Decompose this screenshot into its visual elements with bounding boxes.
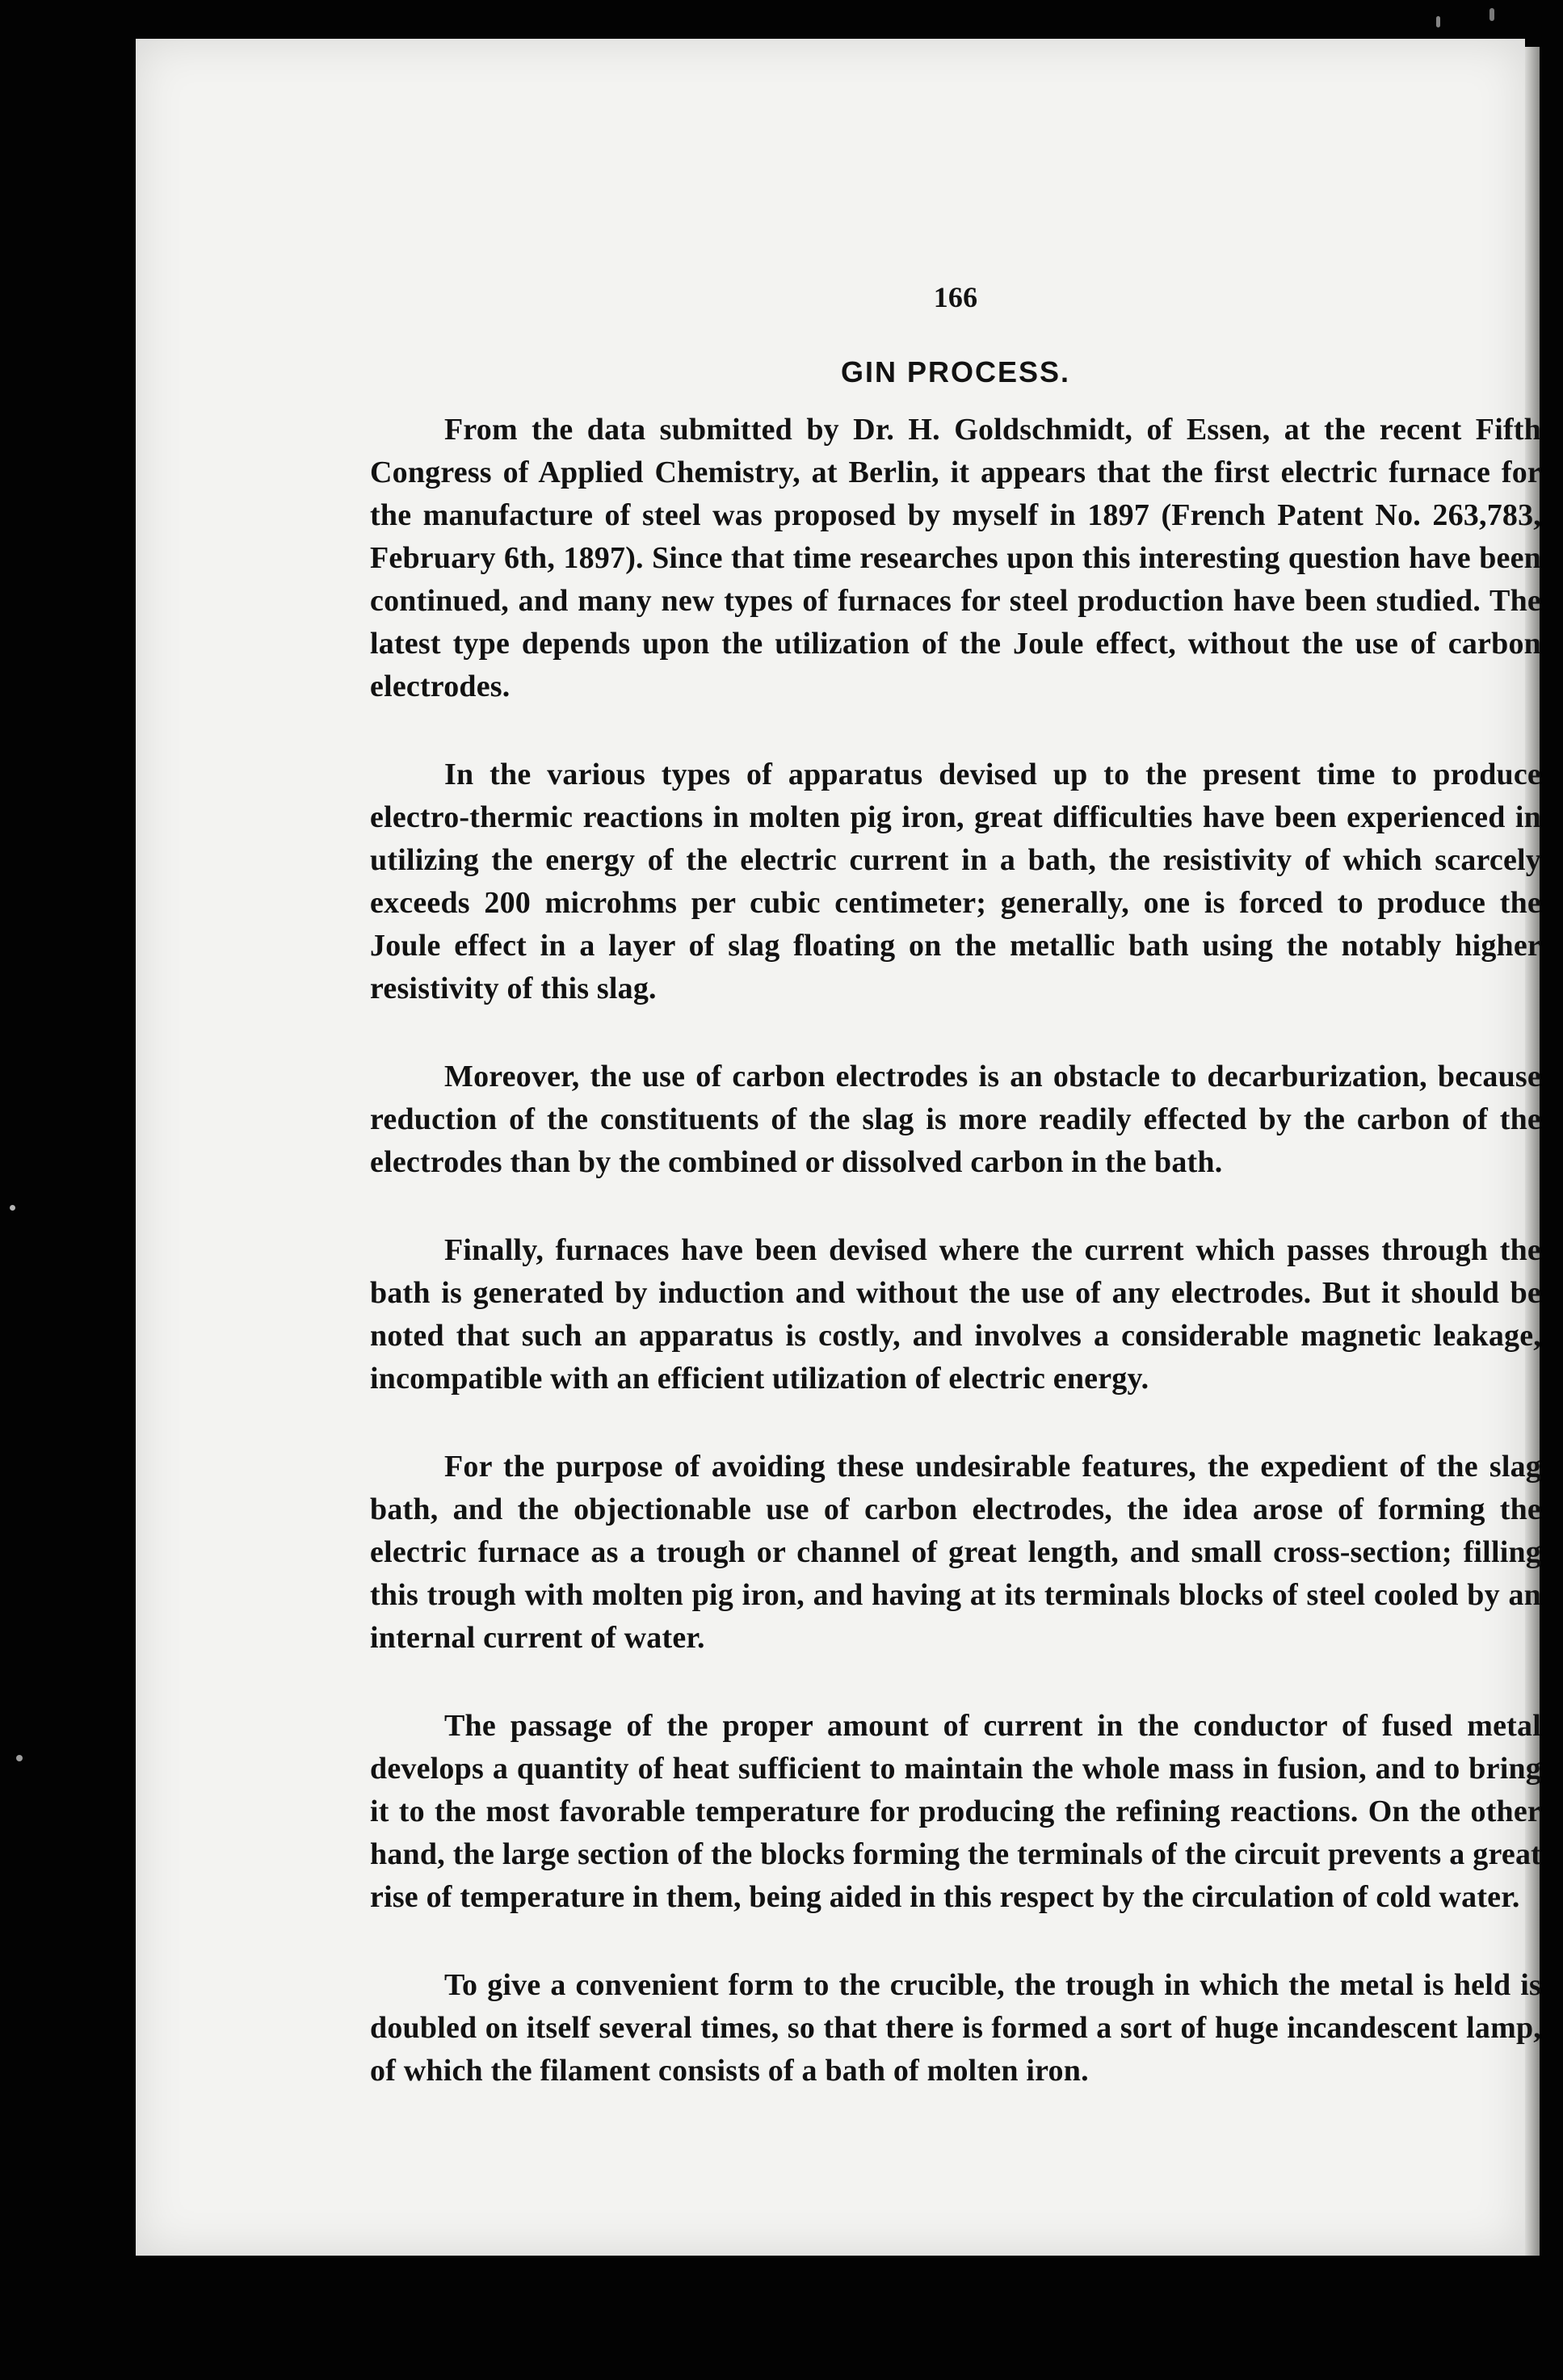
document-page bbox=[136, 39, 1541, 2256]
scan-dust-mark bbox=[10, 1205, 15, 1211]
scan-dust-mark bbox=[1489, 8, 1494, 21]
body-paragraph: From the data submitted by Dr. H. Goldschmidt, of Essen, at the recent Fifth Congress of Applied Chemistry, at Berlin, it appears that the first electric furnace for the manufacture of steel was proposed by myself in 1897 (French Patent No. 263,783, February 6th, 1897). Since that time researches upon this interesting question have been continued, and many new types of furnaces for steel production have been studied. The latest type depends upon the utilization of the Joule effect, without the use of carbon electrodes. bbox=[370, 413, 1541, 703]
body-paragraph: Finally, furnaces have been devised where the current which passes through the bath is generated by induction and without the use of any electrodes. But it should be noted that such an apparatus is costly, and involves a considerable magnetic leakage, incompatible with an efficient utilization of electric energy. bbox=[370, 1233, 1541, 1396]
scan-dust-mark bbox=[1436, 16, 1440, 27]
section-title: GIN PROCESS. bbox=[840, 355, 1071, 388]
body-paragraph: For the purpose of avoiding these undesirable features, the expedient of the slag bath, and the objectionable use of carbon electrodes, the idea arose of forming the electric furnace as a trough or channel of great length, and small cross-section; filling this trough with molten pig iron, and having at its terminals blocks of steel cooled by an internal current of water. bbox=[370, 1450, 1541, 1655]
body-paragraph: Moreover, the use of carbon electrodes is an obstacle to decarburization, because reduction of the constituents of the slag is more readily effected by the carbon of the electrodes than by the combined or dissolved carbon in the bath. bbox=[370, 1060, 1541, 1179]
body-paragraph: In the various types of apparatus devised up to the present time to produce electro-thermic reactions in molten pig iron, great difficulties have been experienced in utilizing the energy of the electric current in a bath, the resistivity of which scarcely exceeds 200 microhms per cubic centimeter; generally, one is forced to produce the Joule effect in a layer of slag floating on the metallic bath using the notably higher resistivity of this slag. bbox=[370, 758, 1541, 1005]
body-paragraph: The passage of the proper amount of current in the conductor of fused metal develops a quantity of heat sufficient to maintain the whole mass in fusion, and to bring it to the most favorable temperature for producing the refining reactions. On the other hand, the large section of the blocks forming the terminals of the circuit prevents a great rise of temperature in them, being aided in this respect by the circulation of cold water. bbox=[370, 1709, 1541, 1914]
document-content bbox=[370, 281, 1541, 2092]
scan-dust-mark bbox=[16, 1755, 23, 1761]
page-number: 166 bbox=[933, 281, 978, 313]
body-paragraph: To give a convenient form to the crucible, the trough in which the metal is held is doubled on itself several times, so that there is formed a sort of huge incandescent lamp, of which the filament consists of a bath of molten iron. bbox=[370, 1968, 1541, 2088]
